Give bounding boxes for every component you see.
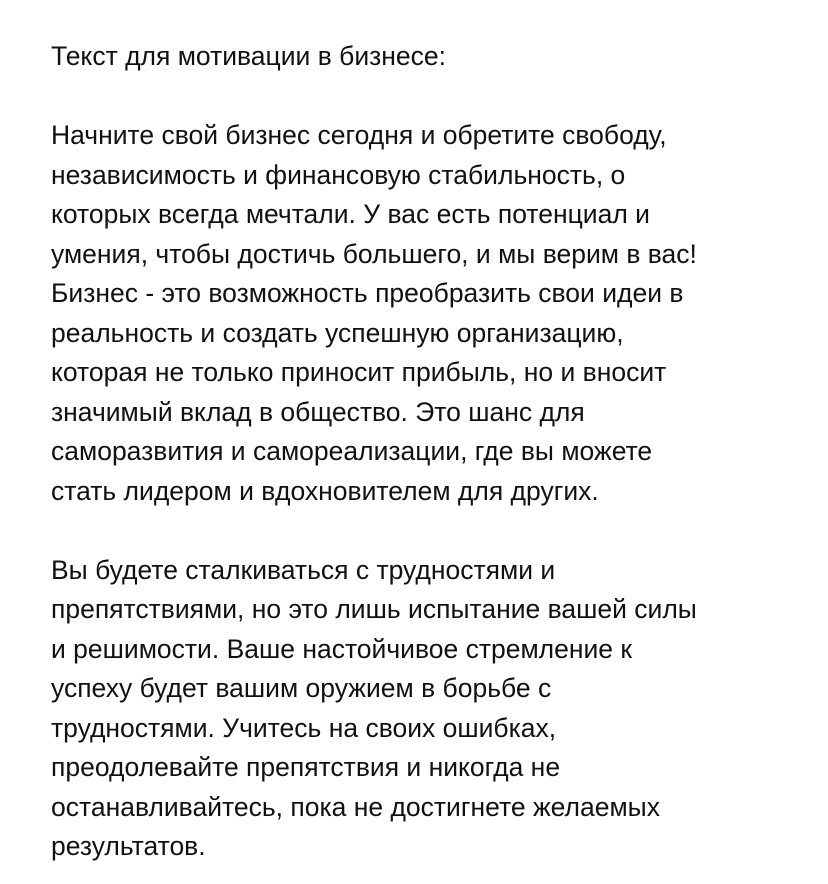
paragraph-1 bbox=[51, 116, 791, 511]
document-body bbox=[51, 37, 791, 867]
paragraph-2-line-4: успеху будет вашим оружием в борьбе с bbox=[51, 673, 552, 703]
paragraph-1-line-1: Начните свой бизнес сегодня и обретите свободу, bbox=[51, 120, 667, 150]
paragraph-2-line-3: и решимости. Ваше настойчивое стремление к bbox=[51, 633, 632, 664]
paragraph-1-line-8: значимый вклад в общество. Это шанс для bbox=[51, 396, 585, 427]
paragraph-1-line-10: стать лидером и вдохновителем для других. bbox=[51, 475, 599, 506]
paragraph-2-line-7: останавливайтесь, пока не достигнете желаемых bbox=[51, 791, 660, 822]
paragraph-1-line-2: независимость и финансовую стабильность, о bbox=[51, 159, 626, 190]
paragraph-1-line-7: которая не только приносит прибыль, но и вносит bbox=[51, 357, 667, 387]
paragraph-spacer bbox=[51, 511, 791, 551]
paragraph-1-line-9: саморазвития и самореализации, где вы можете bbox=[51, 436, 653, 466]
paragraph-2 bbox=[51, 551, 791, 867]
paragraph-spacer bbox=[51, 77, 791, 117]
paragraph-2-line-5: трудностями. Учитесь на своих ошибках, bbox=[51, 712, 557, 743]
document-title: Текст для мотивации в бизнесе: bbox=[51, 41, 446, 71]
paragraph-2-line-6: преодолевайте препятствия и никогда не bbox=[51, 752, 561, 782]
paragraph-1-line-4: умения, чтобы достичь большего, и мы верим в вас! bbox=[51, 238, 697, 269]
paragraph-1-line-5: Бизнес - это возможность преобразить свои идеи в bbox=[51, 278, 684, 308]
paragraph-2-line-8: результатов. bbox=[51, 831, 206, 861]
paragraph-1-line-3: которых всегда мечтали. У вас есть потенциал и bbox=[51, 199, 650, 229]
paragraph-1-line-6: реальность и создать успешную организацию, bbox=[51, 317, 624, 348]
paragraph-2-line-1: Вы будете сталкиваться с трудностями и bbox=[51, 554, 556, 585]
paragraph-2-line-2: препятствиями, но это лишь испытание вашей силы bbox=[51, 594, 697, 624]
